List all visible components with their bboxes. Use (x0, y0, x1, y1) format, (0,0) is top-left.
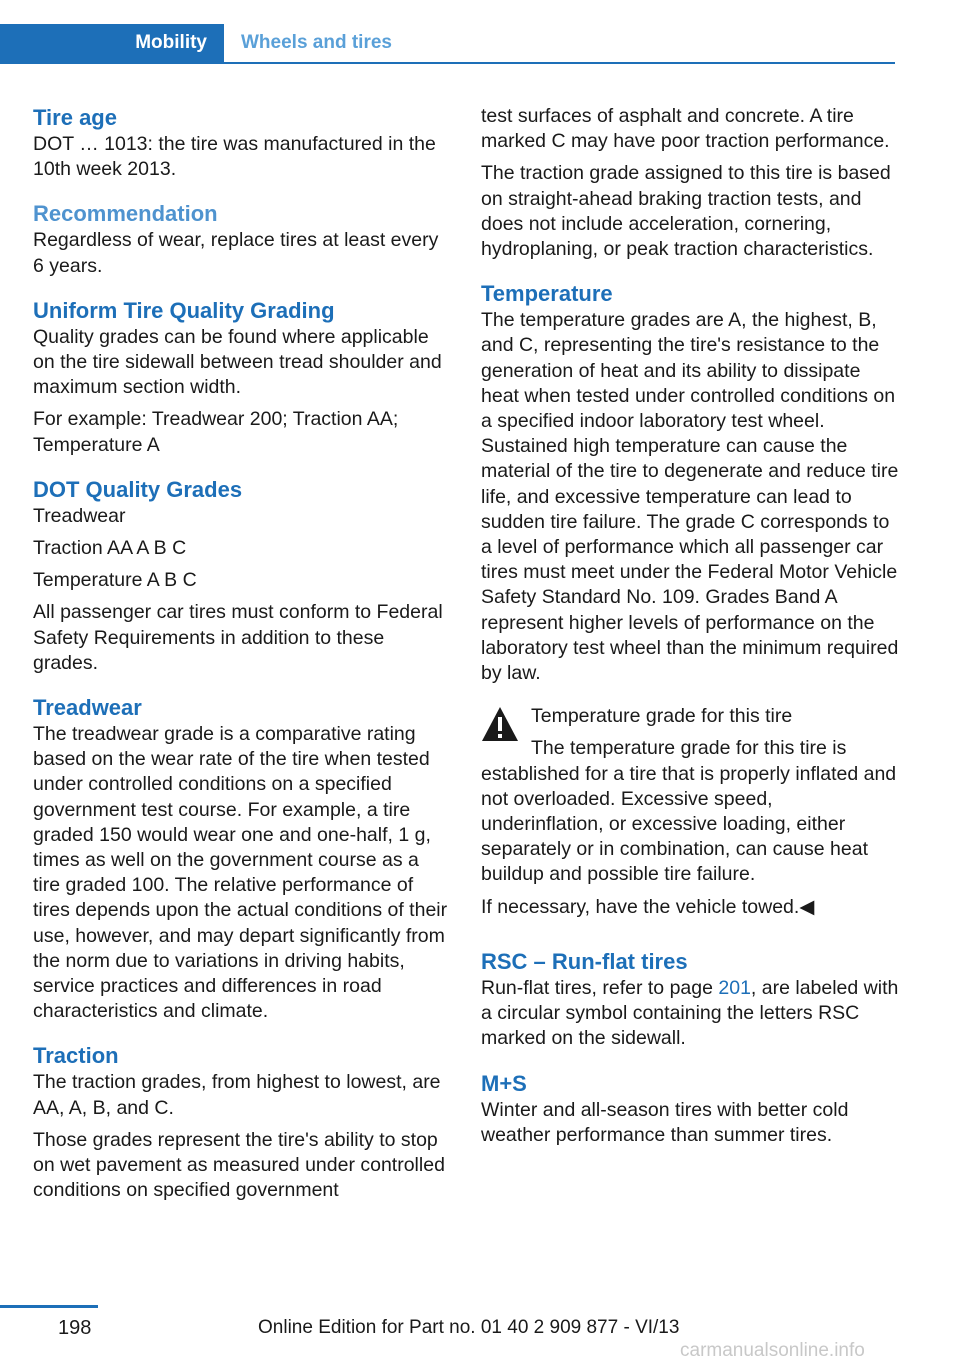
section-treadwear (33, 694, 451, 1024)
warning-box (481, 704, 899, 920)
section-traction-continued (481, 104, 899, 262)
text-utqg-1: Quality grades can be found where applicable on the tire sidewall between tread shoulder and maximum section width. (33, 325, 442, 399)
heading-recommendation: Recommendation (33, 201, 218, 227)
section-temperature (481, 280, 899, 686)
heading-tire-age: Tire age (33, 105, 117, 130)
section-rsc (481, 948, 899, 1052)
text-recommendation: Regardless of wear, replace tires at least every 6 years. (33, 229, 439, 277)
watermark: carmanualsonline.info (680, 1340, 865, 1361)
text-rsc-after: , are labeled with a circular symbol containing the letters RSC marked on the sidewall. (481, 976, 899, 1050)
section-traction (33, 1042, 451, 1203)
text-traction-2: Those grades represent the tire's ability to stop on wet pavement as measured under controlled conditions on specified government (33, 1128, 445, 1202)
header-tabbar (0, 24, 895, 64)
warning-towed: If necessary, have the vehicle towed.◀ (481, 895, 815, 918)
text-traction-cont-2: The traction grade assigned to this tire is based on straight-ahead braking traction tests, and does not include acceleration, cornering, hydroplaning, or peak traction characteristics. (481, 162, 891, 261)
text-temperature: The temperature grades are A, the highest, B, and C, representing the tire's resistance to the generation of heat and its ability to dissipate heat when tested under controlled conditions on a specified indoor laboratory test wheel. Sustained high temperature can cause the material of the tire to degenerate and reduce tire life, and excessive temperature can lead to sudden tire failure. The grade C corresponds to a level of performance which all passenger car tires must meet under the Federal Motor Vehicle Safety Standard No. 109. Grades Band A represent higher levels of performance on the laboratory test wheel than the minimum required by law. (481, 309, 899, 685)
tab-mobility[interactable]: Mobility (0, 24, 224, 62)
section-recommendation (33, 200, 451, 278)
heading-treadwear: Treadwear (33, 695, 142, 721)
page-link-201[interactable]: 201 (718, 976, 751, 999)
section-tire-age (33, 104, 451, 182)
text-ms: Winter and all-season tires with better cold weather performance than summer tires. (481, 1098, 849, 1146)
heading-temperature: Temperature (481, 281, 613, 307)
text-dot-conform: All passenger car tires must conform to Federal Safety Requirements in addition to these grades. (33, 601, 443, 674)
text-rsc-before: Run-flat tires, refer to page (481, 976, 719, 999)
section-dot-grades (33, 476, 451, 676)
heading-ms: M+S (481, 1070, 527, 1096)
text-rsc (481, 976, 899, 1052)
text-dot-traction: Traction AA A B C (33, 537, 187, 560)
text-traction-1: The traction grades, from highest to lowest, are AA, A, B, and C. (33, 1071, 441, 1119)
heading-rsc: RSC – Run-flat tires (481, 948, 688, 974)
warning-title: Temperature grade for this tire (531, 705, 793, 728)
text-tire-age: DOT … 1013: the tire was manufactured in the 10th week 2013. (33, 133, 436, 181)
text-treadwear: The treadwear grade is a comparative rating based on the wear rate of the tire when tested under controlled conditions on a specified government test course. For example, a tire graded 150 would wear one and one-half, 1 g, times as well on the government course as a tire graded 100. The relative performance of tires depends upon the actual conditions of their use, however, and may depart significantly from the norm due to variations in driving habits, service practices and differences in road characteristics and climate. (33, 723, 448, 1023)
tab-wheels-and-tires[interactable]: Wheels and tires (241, 32, 392, 53)
text-dot-temperature: Temperature A B C (33, 569, 197, 592)
heading-traction: Traction (33, 1043, 119, 1069)
text-dot-treadwear: Treadwear (33, 504, 126, 527)
text-utqg-2: For example: Treadwear 200; Traction AA; Temperature A (33, 408, 399, 456)
edition-text: Online Edition for Part no. 01 40 2 909 877 - VI/13 (258, 1317, 680, 1338)
left-column (33, 104, 451, 1222)
heading-utqg: Uniform Tire Quality Grading (33, 297, 335, 323)
page-number: 198 (58, 1317, 92, 1339)
text-traction-cont-1: test surfaces of asphalt and concrete. A tire marked C may have poor traction performance. (481, 105, 890, 153)
section-utqg (33, 297, 451, 458)
footer-rule (0, 1305, 98, 1308)
heading-dot-grades: DOT Quality Grades (33, 476, 243, 502)
warning-icon (481, 706, 519, 742)
section-ms (481, 1070, 899, 1148)
warning-text: The temperature grade for this tire is established for a tire that is properly inflated and not overloaded. Excessive speed, underinflation, or excessive loading, either separately or in combination, can cause heat buildup and possible tire failure. (481, 737, 897, 886)
right-column (481, 104, 899, 1166)
